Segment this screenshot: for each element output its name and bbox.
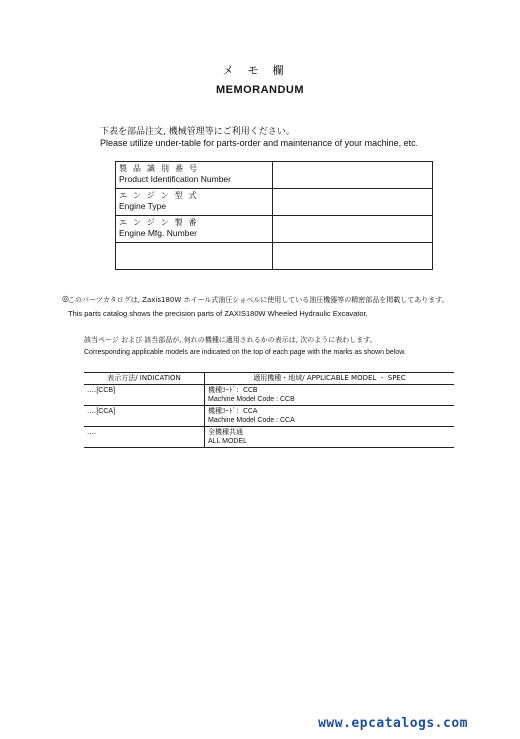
blank-cell[interactable] — [116, 243, 273, 270]
intro-text: Please utilize under-table for parts-order and maintenance of your machine, etc. — [100, 138, 419, 148]
identification-table — [115, 161, 433, 270]
table-row — [116, 189, 433, 216]
table-row — [84, 427, 454, 448]
applicable-text-jp: 該当ページ および 該当部品が, 何れの機種に適用されるかの表示は, 次のように表わします。 — [84, 336, 377, 344]
applicable-cell — [205, 406, 455, 427]
intro-text-jp: 下表を部品注文, 機械管理等にご利用ください。 — [100, 127, 295, 137]
indication-mark: ‥‥[CCB] — [84, 385, 205, 406]
model-code: ALL MODEL — [208, 438, 248, 445]
footer-watermark: www.epcatalogs.com — [318, 716, 468, 731]
model-code-jp: 全機種共通 — [208, 428, 243, 436]
model-code-jp: 機種ｺｰﾄﾞ：CCA — [208, 407, 258, 415]
header-applicable: 適用機種・地域/ APPLICABLE MODEL ・ SPEC — [205, 373, 455, 385]
blank-cell[interactable] — [273, 243, 433, 270]
applicable-cell — [205, 385, 455, 406]
header-indication: 表示方法/ INDICATION — [84, 373, 205, 385]
note-mark: ◎ — [62, 294, 69, 303]
value-cell[interactable] — [273, 189, 433, 216]
row-label — [116, 162, 273, 189]
value-cell[interactable] — [273, 216, 433, 243]
value-cell[interactable] — [273, 162, 433, 189]
row-label — [116, 189, 273, 216]
label-en: Product Identification Number — [119, 174, 231, 184]
row-label — [116, 216, 273, 243]
note-text: This parts catalog shows the precision parts of ZAXIS180W Wheeled Hydraulic Excavator. — [68, 309, 368, 318]
table-row — [116, 162, 433, 189]
label-en: Engine Type — [119, 201, 167, 211]
label-en: Engine Mfg. Number — [119, 228, 197, 238]
table-row-blank — [116, 243, 433, 270]
label-jp: エンジン製番 — [119, 218, 203, 227]
label-jp: エンジン型式 — [119, 191, 203, 200]
note-text-jp: このパーツカタログは, Zaxis180W ホイール式油圧ショベルに使用している油圧機器等の精密部品を掲載してあります。 — [68, 296, 449, 304]
model-code: Machine Model Code : CCA — [208, 417, 295, 424]
applicable-cell — [205, 427, 455, 448]
applicable-text: Corresponding applicable models are indicated on the top of each page with the marks as shown below. — [84, 349, 406, 356]
table-row — [84, 385, 454, 406]
model-code-jp: 機種ｺｰﾄﾞ：CCB — [208, 386, 258, 394]
page-title: MEMORANDUM — [215, 84, 305, 96]
page-title-jp: メモ欄 — [222, 64, 298, 77]
label-jp: 製品識別番号 — [119, 164, 203, 173]
indication-mark: ‥‥ — [84, 427, 205, 448]
table-row — [84, 406, 454, 427]
model-code: Machine Model Code : CCB — [208, 396, 295, 403]
table-header — [84, 373, 454, 385]
table-row — [116, 216, 433, 243]
indication-table — [84, 372, 454, 448]
indication-mark: ‥‥[CCA] — [84, 406, 205, 427]
